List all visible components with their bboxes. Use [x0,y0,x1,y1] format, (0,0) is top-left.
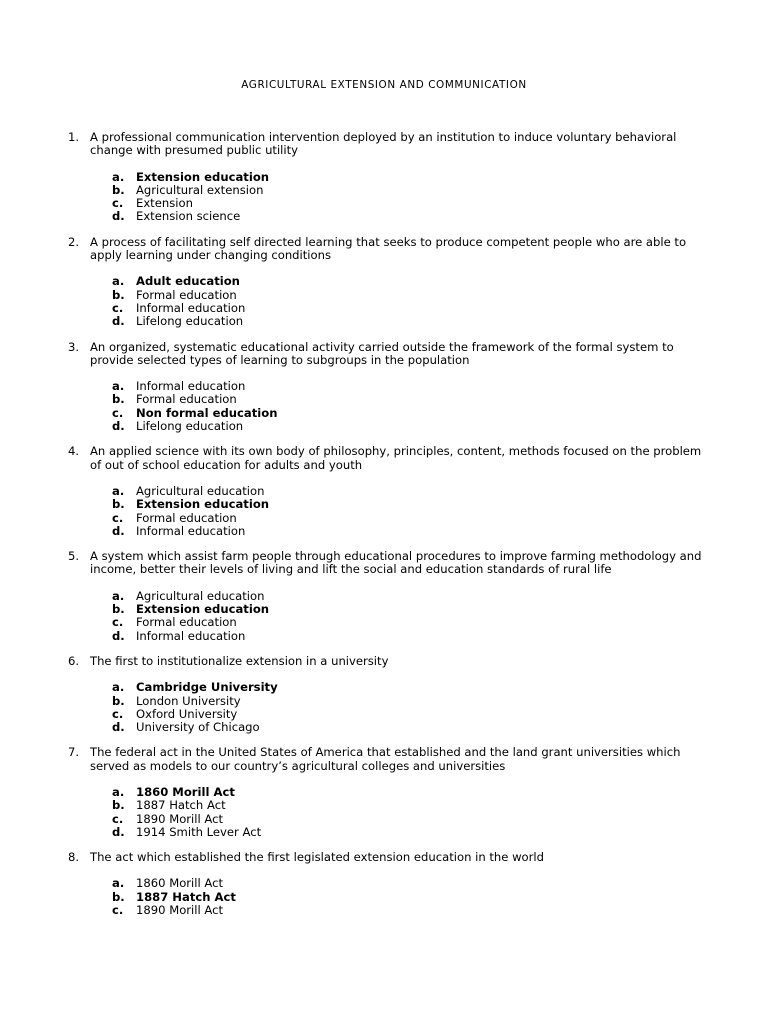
answer-option [112,210,708,223]
option-letter: c. [112,903,124,918]
question-5 [68,550,708,643]
option-text: Lifelong education [136,314,244,329]
answer-options [112,380,708,433]
option-letter: c. [112,300,124,315]
question-stem [68,236,708,263]
answer-option [112,813,708,826]
answer-option [112,630,708,643]
answer-option [112,315,708,328]
question-text: An organized, systematic educational activity carried outside the framework of the formal system to provide selected types of learning to subgroups in the population [90,339,674,367]
answer-options [112,485,708,538]
answer-option [112,380,708,393]
question-number: 8. [68,850,80,865]
option-text: Formal education [136,615,237,630]
question-2 [68,236,708,329]
answer-option [112,708,708,721]
option-letter: d. [112,523,125,538]
answer-option [112,904,708,917]
question-text: An applied science with its own body of philosophy, principles, content, methods focused on the problem of out of school education for adults and youth [90,444,702,472]
answer-option [112,512,708,525]
answer-options [112,786,708,839]
answer-option [112,799,708,812]
option-text: Extension science [136,209,241,224]
question-number: 3. [68,339,80,354]
option-letter: a. [112,680,125,695]
option-text: 1890 Morill Act [136,903,224,918]
answer-option-correct [112,498,708,511]
answer-option-correct [112,891,708,904]
question-number: 2. [68,234,80,249]
option-letter: a. [112,588,125,603]
question-4 [68,445,708,538]
option-letter: c. [112,615,124,630]
option-letter: b. [112,392,125,407]
answer-option [112,695,708,708]
answer-options [112,171,708,224]
answer-option-correct [112,171,708,184]
option-letter: b. [112,182,125,197]
question-list [68,131,708,929]
option-letter: a. [112,876,125,891]
option-text: 1860 Morill Act [136,784,235,799]
option-text: Informal education [136,628,246,643]
option-letter: d. [112,419,125,434]
question-number: 5. [68,549,80,564]
answer-option-correct [112,681,708,694]
answer-option [112,302,708,315]
option-letter: b. [112,693,125,708]
option-letter: d. [112,314,125,329]
question-text: The federal act in the United States of America that established and the land grant universities which served as models to our country’s agricultural colleges and universities [90,745,681,773]
option-letter: b. [112,889,125,904]
question-stem [68,550,708,577]
option-letter: c. [112,811,124,826]
answer-option-correct [112,275,708,288]
answer-options [112,275,708,328]
question-stem [68,341,708,368]
option-text: Non formal education [136,405,278,420]
option-text: Adult education [136,274,240,289]
option-text: Cambridge University [136,680,278,695]
question-1 [68,131,708,224]
answer-option [112,420,708,433]
option-text: Extension education [136,602,270,617]
option-text: 1887 Hatch Act [136,798,226,813]
option-letter: a. [112,274,125,289]
question-3 [68,341,708,434]
answer-option [112,616,708,629]
option-text: Agricultural education [136,588,265,603]
option-text: Extension education [136,497,270,512]
question-text: A professional communication intervention deployed by an institution to induce voluntary behavioral change with presumed public utility [90,130,677,158]
answer-option [112,184,708,197]
question-text: The act which established the first legislated extension education in the world [90,850,544,865]
question-8 [68,851,708,917]
question-stem [68,131,708,158]
option-text: Informal education [136,300,246,315]
option-letter: b. [112,602,125,617]
option-letter: b. [112,798,125,813]
option-text: 1914 Smith Lever Act [136,824,262,839]
option-text: Agricultural education [136,483,265,498]
answer-option [112,826,708,839]
option-text: London University [136,693,241,708]
answer-options [112,681,708,734]
option-letter: d. [112,209,125,224]
answer-options [112,590,708,643]
question-stem [68,655,708,668]
option-letter: c. [112,196,124,211]
option-text: Lifelong education [136,419,244,434]
answer-option [112,721,708,734]
answer-option [112,289,708,302]
option-letter: b. [112,497,125,512]
question-text: The first to institutionalize extension in a university [90,653,389,668]
question-number: 4. [68,444,80,459]
option-letter: c. [112,405,124,420]
answer-option-correct [112,407,708,420]
option-text: Informal education [136,523,246,538]
question-text: A process of facilitating self directed learning that seeks to produce competent people who are able to apply learning under changing conditions [90,234,687,263]
question-stem [68,445,708,472]
option-letter: b. [112,287,125,302]
option-text: 1890 Morill Act [136,811,224,826]
option-letter: d. [112,720,125,735]
question-stem [68,746,708,773]
option-text: 1860 Morill Act [136,876,224,891]
answer-option-correct [112,603,708,616]
question-number: 7. [68,745,80,760]
answer-options [112,877,708,917]
option-letter: d. [112,628,125,643]
answer-option [112,590,708,603]
answer-option [112,485,708,498]
option-letter: c. [112,706,124,721]
option-text: Formal education [136,510,237,525]
question-number: 6. [68,653,80,668]
question-7 [68,746,708,839]
option-text: Extension [136,196,193,211]
answer-option [112,877,708,890]
option-text: Agricultural extension [136,182,264,197]
question-text: A system which assist farm people through educational procedures to improve farming methodology and income, better their levels of living and lift the social and education standards of rural life [90,549,702,577]
option-text: Oxford University [136,706,238,721]
question-6 [68,655,708,734]
option-letter: a. [112,379,125,394]
option-text: Formal education [136,392,237,407]
page-title: AGRICULTURAL EXTENSION AND COMMUNICATION [241,79,527,91]
question-stem [68,851,708,864]
option-text: University of Chicago [136,720,260,735]
answer-option [112,525,708,538]
option-text: 1887 Hatch Act [136,889,236,904]
option-text: Informal education [136,379,246,394]
option-text: Extension education [136,169,270,184]
option-letter: d. [112,824,125,839]
option-letter: a. [112,169,125,184]
answer-option [112,393,708,406]
answer-option-correct [112,786,708,799]
question-number: 1. [68,130,80,144]
option-letter: c. [112,510,124,525]
answer-option [112,197,708,210]
option-letter: a. [112,483,125,498]
option-text: Formal education [136,287,237,302]
option-letter: a. [112,784,125,799]
